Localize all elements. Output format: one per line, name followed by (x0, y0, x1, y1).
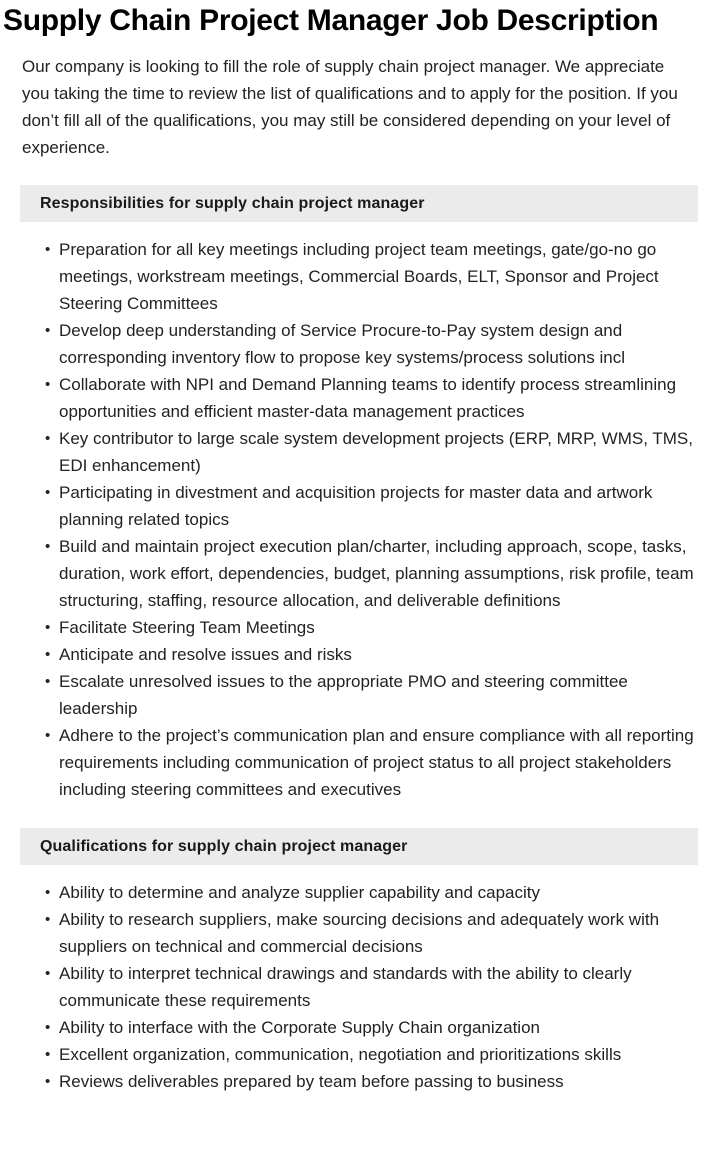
list-item: • Escalate unresolved issues to the appropriate PMO and steering committee leadership (59, 668, 695, 722)
section-header-responsibilities (20, 185, 698, 222)
section-responsibilities (0, 185, 720, 803)
section-header-qualifications (20, 828, 698, 865)
list-item: • Develop deep understanding of Service Procure-to-Pay system design and corresponding inventory flow to propose key systems/process solutions incl (59, 317, 695, 371)
list-item: • Preparation for all key meetings including project team meetings, gate/go-no go meetings, workstream meetings, Commercial Boards, ELT, Sponsor and Project Steering Committees (59, 236, 695, 317)
section-heading-label: Qualifications for supply chain project manager (40, 837, 408, 855)
list-item: • Anticipate and resolve issues and risks (59, 641, 695, 668)
list-item: • Ability to determine and analyze supplier capability and capacity (59, 879, 695, 906)
list-item: • Facilitate Steering Team Meetings (59, 614, 695, 641)
list-item: • Reviews deliverables prepared by team before passing to business (59, 1068, 695, 1095)
list-item: • Key contributor to large scale system development projects (ERP, MRP, WMS, TMS, EDI enhancement) (59, 425, 695, 479)
responsibilities-list (0, 236, 720, 803)
list-item: • Adhere to the project’s communication plan and ensure compliance with all reporting requirements including communication of project status to all project stakeholders including steering committees and executives (59, 722, 695, 803)
page-title: Supply Chain Project Manager Job Description (3, 4, 659, 37)
section-qualifications (0, 828, 720, 1095)
list-item: • Ability to interpret technical drawings and standards with the ability to clearly communicate these requirements (59, 960, 695, 1014)
section-heading-label: Responsibilities for supply chain project manager (40, 194, 425, 212)
list-item: • Participating in divestment and acquisition projects for master data and artwork planning related topics (59, 479, 695, 533)
list-item: • Collaborate with NPI and Demand Planning teams to identify process streamlining opportunities and efficient master-data management practices (59, 371, 695, 425)
list-item: • Excellent organization, communication, negotiation and prioritizations skills (59, 1041, 695, 1068)
list-item: • Ability to interface with the Corporate Supply Chain organization (59, 1014, 695, 1041)
intro-paragraph: Our company is looking to fill the role of supply chain project manager. We appreciate you taking the time to review the list of qualifications and to apply for the position. If you don’t fill all of the qualifications, you may still be considered depending on your level of experience. (22, 57, 678, 157)
qualifications-list (0, 879, 720, 1095)
list-item: • Build and maintain project execution plan/charter, including approach, scope, tasks, duration, work effort, dependencies, budget, planning assumptions, risk profile, team structuring, staffing, resource allocation, and deliverable definitions (59, 533, 695, 614)
list-item: • Ability to research suppliers, make sourcing decisions and adequately work with suppliers on technical and commercial decisions (59, 906, 695, 960)
